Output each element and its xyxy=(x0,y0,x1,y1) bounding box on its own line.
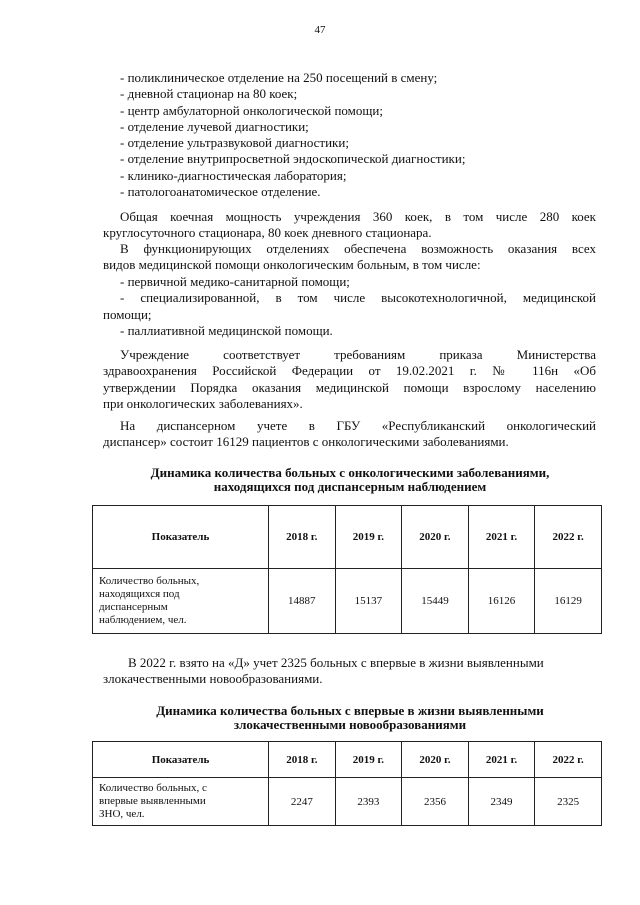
value-cell: 2325 xyxy=(535,778,602,826)
list-item: - паллиативной медицинской помощи. xyxy=(120,322,333,338)
value-cell: 15137 xyxy=(335,569,402,634)
paragraph-registry xyxy=(103,418,596,451)
value-cell: 15449 xyxy=(402,569,469,634)
list-item: - клинико-диагностическая лаборатория; xyxy=(120,167,347,183)
list-item: - поликлиническое отделение на 250 посещений в смену; xyxy=(120,70,438,85)
table1-title xyxy=(100,466,600,494)
table-header-row xyxy=(93,506,602,569)
header-cell: 2021 г. xyxy=(468,506,535,569)
title-line: находящихся под диспансерным наблюдением xyxy=(213,479,487,494)
text-line: злокачественными новообразованиями. xyxy=(103,671,323,687)
list-item: - специализированной, в том числе высокотехнологичной, медицинской xyxy=(120,290,596,306)
value-cell: 16129 xyxy=(535,569,602,634)
label-line: диспансерным xyxy=(99,601,168,613)
list-item: помощи; xyxy=(103,306,152,322)
list-item: - отделение лучевой диагностики; xyxy=(120,118,309,134)
text-line: В 2022 г. взято на «Д» учет 2325 больных с впервые в жизни выявленными xyxy=(128,655,544,670)
header-cell: Показатель xyxy=(93,506,269,569)
paragraph-beds xyxy=(103,209,596,242)
label-line: впервые выявленными xyxy=(99,795,206,807)
header-cell: 2019 г. xyxy=(335,506,402,569)
header-cell: 2022 г. xyxy=(535,742,602,778)
page-number: 47 xyxy=(314,24,326,36)
text-line: видов медицинской помощи онкологическим больным, в том числе: xyxy=(103,257,481,273)
title-line: Динамика количества больных с впервые в жизни выявленными xyxy=(156,703,544,718)
table-header-row xyxy=(93,742,602,778)
facility-list xyxy=(120,70,596,200)
value-cell: 2356 xyxy=(402,778,469,826)
value-cell: 2247 xyxy=(269,778,336,826)
help-types-list xyxy=(103,274,596,339)
value-cell: 2349 xyxy=(468,778,535,826)
text-line: здравоохранения Российской Федерации от 19.02.2021 г. № 116н «Об xyxy=(103,363,596,379)
list-item: - первичной медико-санитарной помощи; xyxy=(120,274,350,289)
title-line: злокачественными новообразованиями xyxy=(233,717,467,732)
text-line: В функционирующих отделениях обеспечена возможность оказания всех xyxy=(120,241,596,256)
header-cell: 2022 г. xyxy=(535,506,602,569)
title-line: Динамика количества больных с онкологическими заболеваниями, xyxy=(150,465,550,480)
list-item: - центр амбулаторной онкологической помощи; xyxy=(120,102,383,118)
label-line: ЗНО, чел. xyxy=(99,808,145,820)
header-cell: 2021 г. xyxy=(468,742,535,778)
header-cell: 2019 г. xyxy=(335,742,402,778)
label-line: Количество больных, с xyxy=(99,782,207,794)
row-label-cell xyxy=(93,569,269,634)
paragraph-2022 xyxy=(103,655,596,688)
list-item: - отделение внутрипросветной эндоскопической диагностики; xyxy=(120,151,466,167)
paragraph-help xyxy=(103,241,596,274)
header-cell: Показатель xyxy=(93,742,269,778)
list-item: - дневной стационар на 80 коек; xyxy=(120,86,298,102)
table2-title xyxy=(100,704,600,732)
header-cell: 2018 г. xyxy=(269,742,336,778)
text-line: утверждении Порядка оказания медицинской помощи взрослому населению xyxy=(103,379,596,395)
header-cell: 2018 г. xyxy=(268,506,335,569)
paragraph-order xyxy=(103,347,596,412)
list-item: - патологоанатомическое отделение. xyxy=(120,184,321,200)
header-cell: 2020 г. xyxy=(402,742,469,778)
list-item: - отделение ультразвуковой диагностики; xyxy=(120,135,349,151)
table-row xyxy=(93,569,602,634)
text-line: На диспансерном учете в ГБУ «Республиканский онкологический xyxy=(120,418,596,433)
label-line: находящихся под xyxy=(99,588,180,600)
value-cell: 14887 xyxy=(268,569,335,634)
header-cell: 2020 г. xyxy=(402,506,469,569)
text-line: круглосуточного стационара, 80 коек дневного стационара. xyxy=(103,225,432,241)
text-line: Общая коечная мощность учреждения 360 коек, в том числе 280 коек xyxy=(120,209,596,224)
text-line: Учреждение соответствует требованиям приказа Министерства xyxy=(120,347,596,362)
value-cell: 16126 xyxy=(468,569,535,634)
value-cell: 2393 xyxy=(335,778,402,826)
label-line: наблюдением, чел. xyxy=(99,614,187,626)
text-line: при онкологических заболеваниях». xyxy=(103,395,303,411)
label-line: Количество больных, xyxy=(99,575,200,587)
row-label-cell xyxy=(93,778,269,826)
table2 xyxy=(92,741,602,826)
table-row xyxy=(93,778,602,826)
table1 xyxy=(92,505,602,634)
text-line: диспансер» состоит 16129 пациентов с онкологическими заболеваниями. xyxy=(103,434,509,450)
